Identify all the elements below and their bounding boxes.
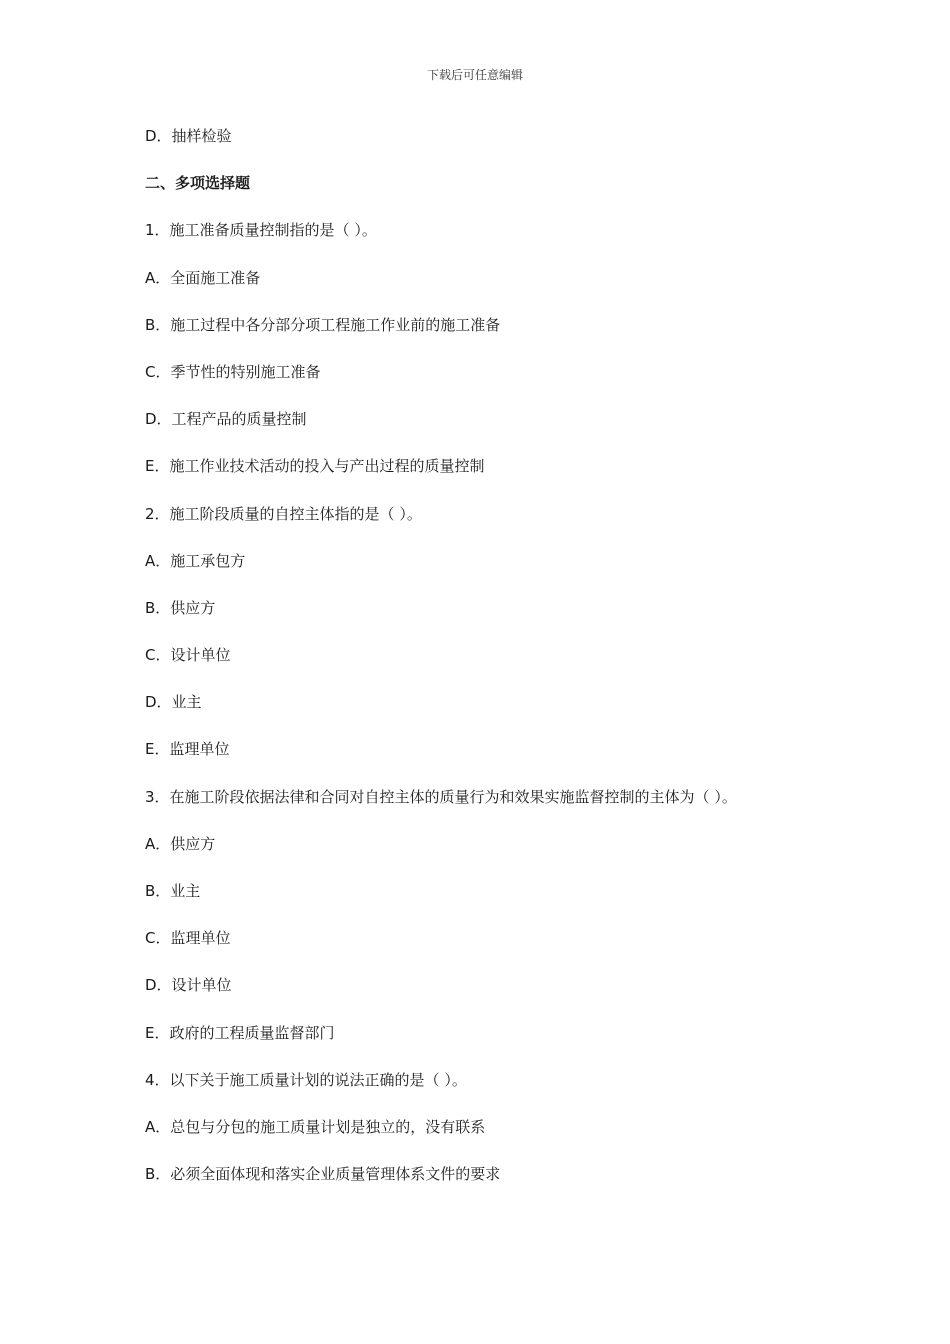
option-line: C．设计单位 (145, 646, 231, 665)
option-line: E．政府的工程质量监督部门 (145, 1023, 335, 1042)
option-line: D．设计单位 (145, 976, 232, 995)
option-line: B．业主 (145, 882, 201, 900)
option-line: A．施工承包方 (145, 551, 246, 570)
question-line: 3．在施工阶段依据法律和合同对自控主体的质量行为和效果实施监督控制的主体为（ ）。 (145, 787, 737, 806)
option-line: B．施工过程中各分部分项工程施工作业前的施工准备 (145, 315, 501, 334)
option-line: D．业主 (145, 693, 202, 712)
option-line: E．监理单位 (145, 740, 230, 759)
option-line: B．供应方 (145, 598, 216, 617)
document-body (145, 125, 845, 1210)
option-line: A．总包与分包的施工质量计划是独立的，没有联系 (145, 1117, 486, 1136)
option-line: E．施工作业技术活动的投入与产出过程的质量控制 (145, 457, 485, 476)
option-line: D．抽样检验 (145, 127, 232, 145)
page-header: 下载后可任意编辑 (426, 68, 523, 82)
question-line: 4．以下关于施工质量计划的说法正确的是（ ）。 (145, 1070, 467, 1089)
option-line: B．必须全面体现和落实企业质量管理体系文件的要求 (145, 1165, 501, 1184)
option-line: A．供应方 (145, 834, 216, 853)
section-heading: 二、多项选择题 (145, 174, 251, 193)
option-line: C．监理单位 (145, 929, 231, 948)
option-line: D．工程产品的质量控制 (145, 410, 307, 429)
question-line: 1．施工准备质量控制指的是（ ）。 (145, 221, 377, 240)
option-line: C．季节性的特别施工准备 (145, 362, 321, 381)
option-line: A．全面施工准备 (145, 268, 261, 287)
question-line: 2．施工阶段质量的自控主体指的是（ ）。 (145, 504, 422, 523)
